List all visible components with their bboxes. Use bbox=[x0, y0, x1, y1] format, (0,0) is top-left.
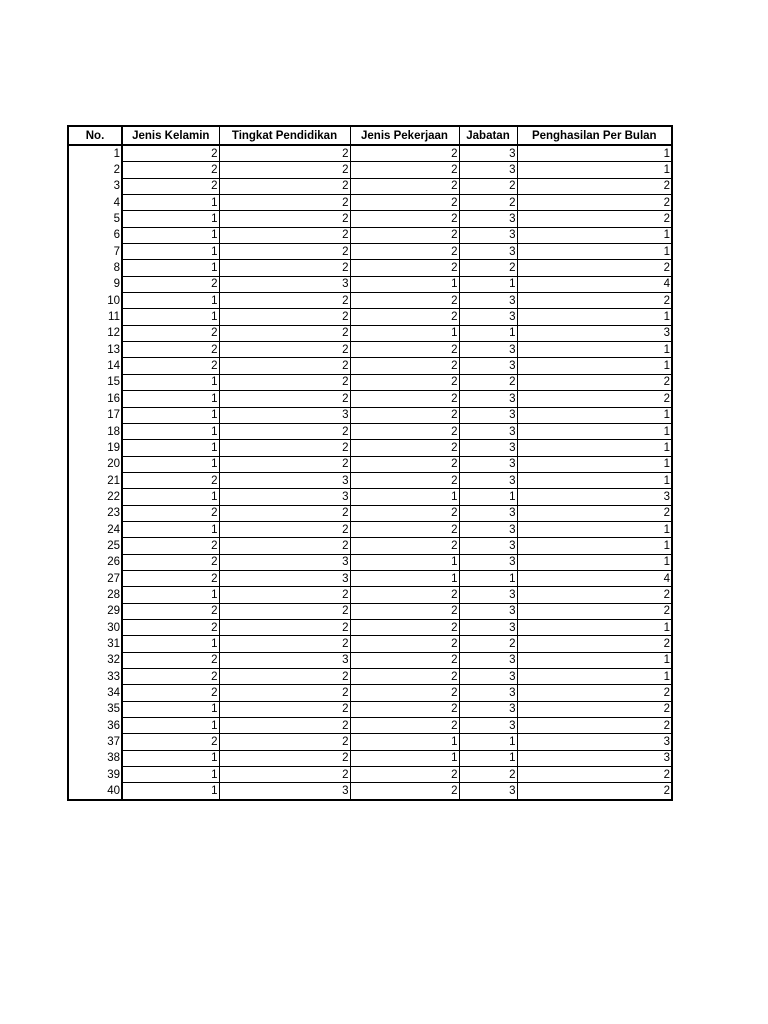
cell-jenis-kelamin: 1 bbox=[122, 391, 219, 407]
cell-jabatan: 2 bbox=[459, 260, 517, 276]
header-jenis-pekerjaan: Jenis Pekerjaan bbox=[350, 126, 459, 145]
cell-jenis-kelamin: 1 bbox=[122, 701, 219, 717]
cell-tingkat-pendidikan: 2 bbox=[219, 718, 350, 734]
cell-jenis-kelamin: 2 bbox=[122, 570, 219, 586]
cell-penghasilan-per-bulan: 1 bbox=[517, 619, 672, 635]
cell-jenis-kelamin: 2 bbox=[122, 669, 219, 685]
cell-jenis-kelamin: 2 bbox=[122, 145, 219, 162]
cell-jabatan: 3 bbox=[459, 619, 517, 635]
table-row bbox=[68, 260, 672, 276]
cell-penghasilan-per-bulan: 2 bbox=[517, 783, 672, 800]
cell-jenis-kelamin: 2 bbox=[122, 685, 219, 701]
cell-tingkat-pendidikan: 2 bbox=[219, 374, 350, 390]
header-jenis-kelamin: Jenis Kelamin bbox=[122, 126, 219, 145]
cell-tingkat-pendidikan: 3 bbox=[219, 472, 350, 488]
cell-penghasilan-per-bulan: 1 bbox=[517, 162, 672, 178]
cell-tingkat-pendidikan: 2 bbox=[219, 309, 350, 325]
cell-penghasilan-per-bulan: 1 bbox=[517, 407, 672, 423]
cell-tingkat-pendidikan: 2 bbox=[219, 342, 350, 358]
cell-tingkat-pendidikan: 3 bbox=[219, 407, 350, 423]
cell-jenis-kelamin: 1 bbox=[122, 489, 219, 505]
cell-penghasilan-per-bulan: 1 bbox=[517, 456, 672, 472]
cell-no: 8 bbox=[68, 260, 122, 276]
cell-jenis-pekerjaan: 1 bbox=[350, 554, 459, 570]
cell-no: 40 bbox=[68, 783, 122, 800]
cell-penghasilan-per-bulan: 2 bbox=[517, 391, 672, 407]
table-row bbox=[68, 669, 672, 685]
cell-tingkat-pendidikan: 2 bbox=[219, 440, 350, 456]
header-penghasilan-per-bulan: Penghasilan Per Bulan bbox=[517, 126, 672, 145]
cell-jenis-kelamin: 2 bbox=[122, 505, 219, 521]
table-row bbox=[68, 342, 672, 358]
cell-tingkat-pendidikan: 2 bbox=[219, 195, 350, 211]
cell-jabatan: 3 bbox=[459, 293, 517, 309]
cell-no: 15 bbox=[68, 374, 122, 390]
table-row bbox=[68, 309, 672, 325]
cell-jenis-kelamin: 1 bbox=[122, 767, 219, 783]
cell-no: 25 bbox=[68, 538, 122, 554]
cell-no: 12 bbox=[68, 325, 122, 341]
cell-jabatan: 3 bbox=[459, 244, 517, 260]
table-row bbox=[68, 570, 672, 586]
header-tingkat-pendidikan: Tingkat Pendidikan bbox=[219, 126, 350, 145]
cell-jenis-pekerjaan: 2 bbox=[350, 685, 459, 701]
cell-jenis-kelamin: 1 bbox=[122, 227, 219, 243]
table-row bbox=[68, 407, 672, 423]
cell-jabatan: 2 bbox=[459, 767, 517, 783]
cell-jenis-pekerjaan: 2 bbox=[350, 456, 459, 472]
cell-jabatan: 3 bbox=[459, 309, 517, 325]
cell-penghasilan-per-bulan: 2 bbox=[517, 718, 672, 734]
cell-tingkat-pendidikan: 2 bbox=[219, 145, 350, 162]
table-row bbox=[68, 162, 672, 178]
table-row bbox=[68, 750, 672, 766]
cell-penghasilan-per-bulan: 3 bbox=[517, 489, 672, 505]
table-row bbox=[68, 423, 672, 439]
cell-jabatan: 3 bbox=[459, 652, 517, 668]
cell-jenis-pekerjaan: 2 bbox=[350, 619, 459, 635]
cell-no: 6 bbox=[68, 227, 122, 243]
cell-no: 11 bbox=[68, 309, 122, 325]
cell-tingkat-pendidikan: 3 bbox=[219, 489, 350, 505]
cell-jabatan: 3 bbox=[459, 685, 517, 701]
cell-no: 7 bbox=[68, 244, 122, 260]
cell-jenis-kelamin: 1 bbox=[122, 260, 219, 276]
cell-tingkat-pendidikan: 2 bbox=[219, 619, 350, 635]
cell-jenis-pekerjaan: 2 bbox=[350, 636, 459, 652]
cell-penghasilan-per-bulan: 1 bbox=[517, 423, 672, 439]
table-row bbox=[68, 603, 672, 619]
header-row bbox=[68, 126, 672, 145]
cell-jenis-pekerjaan: 2 bbox=[350, 505, 459, 521]
table-row bbox=[68, 619, 672, 635]
table-row bbox=[68, 391, 672, 407]
cell-no: 13 bbox=[68, 342, 122, 358]
cell-tingkat-pendidikan: 2 bbox=[219, 456, 350, 472]
cell-tingkat-pendidikan: 3 bbox=[219, 554, 350, 570]
cell-penghasilan-per-bulan: 2 bbox=[517, 636, 672, 652]
table-row bbox=[68, 701, 672, 717]
cell-jenis-pekerjaan: 1 bbox=[350, 570, 459, 586]
cell-jenis-pekerjaan: 2 bbox=[350, 783, 459, 800]
table-row bbox=[68, 244, 672, 260]
table-row bbox=[68, 685, 672, 701]
table-row bbox=[68, 227, 672, 243]
cell-jenis-kelamin: 2 bbox=[122, 538, 219, 554]
cell-tingkat-pendidikan: 2 bbox=[219, 260, 350, 276]
table-row bbox=[68, 489, 672, 505]
cell-jenis-kelamin: 2 bbox=[122, 325, 219, 341]
cell-jabatan: 3 bbox=[459, 358, 517, 374]
cell-no: 37 bbox=[68, 734, 122, 750]
cell-jenis-pekerjaan: 2 bbox=[350, 358, 459, 374]
cell-jabatan: 2 bbox=[459, 178, 517, 194]
cell-penghasilan-per-bulan: 1 bbox=[517, 554, 672, 570]
cell-jenis-pekerjaan: 2 bbox=[350, 145, 459, 162]
cell-jabatan: 3 bbox=[459, 440, 517, 456]
cell-tingkat-pendidikan: 2 bbox=[219, 211, 350, 227]
table-row bbox=[68, 325, 672, 341]
cell-jabatan: 3 bbox=[459, 603, 517, 619]
cell-jenis-pekerjaan: 1 bbox=[350, 325, 459, 341]
cell-tingkat-pendidikan: 2 bbox=[219, 505, 350, 521]
header-jabatan: Jabatan bbox=[459, 126, 517, 145]
cell-no: 9 bbox=[68, 276, 122, 292]
cell-jenis-kelamin: 1 bbox=[122, 195, 219, 211]
cell-jenis-kelamin: 2 bbox=[122, 652, 219, 668]
cell-jenis-pekerjaan: 2 bbox=[350, 260, 459, 276]
cell-jabatan: 1 bbox=[459, 489, 517, 505]
cell-no: 30 bbox=[68, 619, 122, 635]
cell-jenis-pekerjaan: 1 bbox=[350, 276, 459, 292]
cell-no: 23 bbox=[68, 505, 122, 521]
cell-penghasilan-per-bulan: 1 bbox=[517, 472, 672, 488]
cell-jabatan: 3 bbox=[459, 669, 517, 685]
cell-jabatan: 1 bbox=[459, 276, 517, 292]
cell-penghasilan-per-bulan: 2 bbox=[517, 293, 672, 309]
cell-tingkat-pendidikan: 2 bbox=[219, 767, 350, 783]
cell-jenis-kelamin: 1 bbox=[122, 456, 219, 472]
cell-jenis-pekerjaan: 2 bbox=[350, 423, 459, 439]
cell-jenis-kelamin: 2 bbox=[122, 178, 219, 194]
cell-no: 18 bbox=[68, 423, 122, 439]
table-row bbox=[68, 521, 672, 537]
cell-jabatan: 3 bbox=[459, 701, 517, 717]
cell-jenis-pekerjaan: 2 bbox=[350, 227, 459, 243]
cell-penghasilan-per-bulan: 1 bbox=[517, 521, 672, 537]
cell-jabatan: 3 bbox=[459, 145, 517, 162]
cell-jenis-kelamin: 1 bbox=[122, 521, 219, 537]
cell-penghasilan-per-bulan: 1 bbox=[517, 145, 672, 162]
table-row bbox=[68, 652, 672, 668]
cell-jenis-pekerjaan: 2 bbox=[350, 767, 459, 783]
cell-penghasilan-per-bulan: 2 bbox=[517, 767, 672, 783]
cell-tingkat-pendidikan: 3 bbox=[219, 783, 350, 800]
cell-jenis-pekerjaan: 2 bbox=[350, 195, 459, 211]
cell-penghasilan-per-bulan: 1 bbox=[517, 309, 672, 325]
cell-tingkat-pendidikan: 2 bbox=[219, 293, 350, 309]
cell-penghasilan-per-bulan: 2 bbox=[517, 260, 672, 276]
cell-no: 33 bbox=[68, 669, 122, 685]
cell-no: 17 bbox=[68, 407, 122, 423]
cell-tingkat-pendidikan: 2 bbox=[219, 669, 350, 685]
cell-jabatan: 3 bbox=[459, 505, 517, 521]
cell-penghasilan-per-bulan: 2 bbox=[517, 685, 672, 701]
cell-no: 38 bbox=[68, 750, 122, 766]
cell-jenis-kelamin: 1 bbox=[122, 423, 219, 439]
cell-jenis-kelamin: 1 bbox=[122, 440, 219, 456]
cell-jenis-pekerjaan: 2 bbox=[350, 440, 459, 456]
cell-jenis-kelamin: 1 bbox=[122, 750, 219, 766]
cell-penghasilan-per-bulan: 1 bbox=[517, 669, 672, 685]
cell-penghasilan-per-bulan: 3 bbox=[517, 325, 672, 341]
cell-tingkat-pendidikan: 2 bbox=[219, 701, 350, 717]
cell-jabatan: 3 bbox=[459, 391, 517, 407]
cell-jabatan: 3 bbox=[459, 211, 517, 227]
cell-jabatan: 3 bbox=[459, 456, 517, 472]
cell-jabatan: 3 bbox=[459, 472, 517, 488]
cell-no: 19 bbox=[68, 440, 122, 456]
cell-no: 3 bbox=[68, 178, 122, 194]
cell-jabatan: 3 bbox=[459, 587, 517, 603]
table-row bbox=[68, 636, 672, 652]
cell-penghasilan-per-bulan: 1 bbox=[517, 440, 672, 456]
cell-jabatan: 1 bbox=[459, 570, 517, 586]
cell-no: 27 bbox=[68, 570, 122, 586]
cell-tingkat-pendidikan: 2 bbox=[219, 685, 350, 701]
cell-jabatan: 1 bbox=[459, 325, 517, 341]
cell-no: 32 bbox=[68, 652, 122, 668]
cell-penghasilan-per-bulan: 3 bbox=[517, 750, 672, 766]
cell-jenis-kelamin: 2 bbox=[122, 472, 219, 488]
cell-jabatan: 1 bbox=[459, 750, 517, 766]
cell-tingkat-pendidikan: 2 bbox=[219, 178, 350, 194]
table-row bbox=[68, 293, 672, 309]
cell-tingkat-pendidikan: 2 bbox=[219, 750, 350, 766]
table-row bbox=[68, 211, 672, 227]
table-row bbox=[68, 178, 672, 194]
cell-jenis-pekerjaan: 2 bbox=[350, 162, 459, 178]
cell-no: 14 bbox=[68, 358, 122, 374]
cell-no: 34 bbox=[68, 685, 122, 701]
cell-no: 29 bbox=[68, 603, 122, 619]
table-row bbox=[68, 374, 672, 390]
cell-jenis-kelamin: 1 bbox=[122, 293, 219, 309]
cell-jabatan: 3 bbox=[459, 227, 517, 243]
cell-penghasilan-per-bulan: 1 bbox=[517, 244, 672, 260]
cell-no: 36 bbox=[68, 718, 122, 734]
cell-no: 20 bbox=[68, 456, 122, 472]
table-row bbox=[68, 783, 672, 800]
cell-jabatan: 2 bbox=[459, 195, 517, 211]
cell-tingkat-pendidikan: 3 bbox=[219, 570, 350, 586]
cell-jenis-kelamin: 1 bbox=[122, 587, 219, 603]
cell-jenis-pekerjaan: 2 bbox=[350, 472, 459, 488]
cell-jenis-pekerjaan: 2 bbox=[350, 309, 459, 325]
cell-jenis-kelamin: 1 bbox=[122, 636, 219, 652]
cell-tingkat-pendidikan: 2 bbox=[219, 734, 350, 750]
cell-penghasilan-per-bulan: 2 bbox=[517, 195, 672, 211]
cell-tingkat-pendidikan: 2 bbox=[219, 227, 350, 243]
cell-penghasilan-per-bulan: 4 bbox=[517, 570, 672, 586]
cell-jenis-pekerjaan: 2 bbox=[350, 211, 459, 227]
cell-tingkat-pendidikan: 3 bbox=[219, 652, 350, 668]
table-row bbox=[68, 472, 672, 488]
cell-penghasilan-per-bulan: 2 bbox=[517, 603, 672, 619]
table-row bbox=[68, 195, 672, 211]
cell-penghasilan-per-bulan: 1 bbox=[517, 652, 672, 668]
cell-jabatan: 2 bbox=[459, 636, 517, 652]
cell-no: 16 bbox=[68, 391, 122, 407]
cell-jenis-pekerjaan: 2 bbox=[350, 178, 459, 194]
cell-penghasilan-per-bulan: 2 bbox=[517, 211, 672, 227]
table-row bbox=[68, 554, 672, 570]
table-row bbox=[68, 276, 672, 292]
cell-jabatan: 3 bbox=[459, 162, 517, 178]
cell-jenis-pekerjaan: 2 bbox=[350, 603, 459, 619]
cell-tingkat-pendidikan: 2 bbox=[219, 244, 350, 260]
table-row bbox=[68, 505, 672, 521]
cell-tingkat-pendidikan: 2 bbox=[219, 603, 350, 619]
table-row bbox=[68, 734, 672, 750]
cell-jenis-pekerjaan: 2 bbox=[350, 407, 459, 423]
header-no: No. bbox=[68, 126, 122, 145]
cell-penghasilan-per-bulan: 2 bbox=[517, 701, 672, 717]
cell-no: 22 bbox=[68, 489, 122, 505]
cell-no: 4 bbox=[68, 195, 122, 211]
cell-jenis-kelamin: 2 bbox=[122, 619, 219, 635]
cell-penghasilan-per-bulan: 2 bbox=[517, 374, 672, 390]
cell-no: 21 bbox=[68, 472, 122, 488]
cell-jenis-pekerjaan: 2 bbox=[350, 669, 459, 685]
cell-jenis-pekerjaan: 2 bbox=[350, 718, 459, 734]
cell-no: 2 bbox=[68, 162, 122, 178]
cell-penghasilan-per-bulan: 2 bbox=[517, 505, 672, 521]
cell-penghasilan-per-bulan: 1 bbox=[517, 342, 672, 358]
table-row bbox=[68, 767, 672, 783]
cell-jenis-kelamin: 2 bbox=[122, 734, 219, 750]
cell-tingkat-pendidikan: 3 bbox=[219, 276, 350, 292]
cell-jenis-kelamin: 2 bbox=[122, 342, 219, 358]
table-row bbox=[68, 538, 672, 554]
cell-jenis-kelamin: 1 bbox=[122, 783, 219, 800]
cell-no: 1 bbox=[68, 145, 122, 162]
cell-penghasilan-per-bulan: 4 bbox=[517, 276, 672, 292]
cell-jenis-kelamin: 1 bbox=[122, 244, 219, 260]
cell-no: 10 bbox=[68, 293, 122, 309]
cell-jenis-pekerjaan: 2 bbox=[350, 521, 459, 537]
data-table bbox=[67, 125, 673, 801]
cell-jenis-pekerjaan: 2 bbox=[350, 244, 459, 260]
cell-jabatan: 1 bbox=[459, 734, 517, 750]
cell-jenis-pekerjaan: 2 bbox=[350, 293, 459, 309]
cell-jenis-kelamin: 2 bbox=[122, 603, 219, 619]
cell-jenis-kelamin: 1 bbox=[122, 718, 219, 734]
cell-penghasilan-per-bulan: 3 bbox=[517, 734, 672, 750]
table-row bbox=[68, 587, 672, 603]
cell-jenis-kelamin: 1 bbox=[122, 211, 219, 227]
cell-penghasilan-per-bulan: 1 bbox=[517, 227, 672, 243]
cell-penghasilan-per-bulan: 1 bbox=[517, 538, 672, 554]
cell-jabatan: 2 bbox=[459, 374, 517, 390]
cell-jabatan: 3 bbox=[459, 783, 517, 800]
cell-penghasilan-per-bulan: 1 bbox=[517, 358, 672, 374]
cell-penghasilan-per-bulan: 2 bbox=[517, 587, 672, 603]
cell-penghasilan-per-bulan: 2 bbox=[517, 178, 672, 194]
cell-jenis-kelamin: 2 bbox=[122, 554, 219, 570]
table-row bbox=[68, 456, 672, 472]
cell-no: 31 bbox=[68, 636, 122, 652]
table-row bbox=[68, 440, 672, 456]
cell-tingkat-pendidikan: 2 bbox=[219, 587, 350, 603]
table-body bbox=[68, 145, 672, 800]
cell-jenis-kelamin: 2 bbox=[122, 358, 219, 374]
cell-tingkat-pendidikan: 2 bbox=[219, 358, 350, 374]
cell-jenis-kelamin: 2 bbox=[122, 162, 219, 178]
table-row bbox=[68, 145, 672, 162]
cell-jenis-kelamin: 1 bbox=[122, 407, 219, 423]
cell-jenis-kelamin: 1 bbox=[122, 309, 219, 325]
cell-jenis-kelamin: 1 bbox=[122, 374, 219, 390]
cell-tingkat-pendidikan: 2 bbox=[219, 538, 350, 554]
cell-no: 5 bbox=[68, 211, 122, 227]
cell-jabatan: 3 bbox=[459, 718, 517, 734]
cell-jenis-pekerjaan: 2 bbox=[350, 652, 459, 668]
cell-jenis-pekerjaan: 2 bbox=[350, 538, 459, 554]
cell-tingkat-pendidikan: 2 bbox=[219, 423, 350, 439]
cell-jabatan: 3 bbox=[459, 521, 517, 537]
cell-jabatan: 3 bbox=[459, 342, 517, 358]
cell-no: 28 bbox=[68, 587, 122, 603]
cell-tingkat-pendidikan: 2 bbox=[219, 162, 350, 178]
table-row bbox=[68, 358, 672, 374]
cell-jenis-pekerjaan: 2 bbox=[350, 391, 459, 407]
cell-jabatan: 3 bbox=[459, 407, 517, 423]
cell-jenis-kelamin: 2 bbox=[122, 276, 219, 292]
cell-tingkat-pendidikan: 2 bbox=[219, 325, 350, 341]
cell-tingkat-pendidikan: 2 bbox=[219, 521, 350, 537]
cell-jabatan: 3 bbox=[459, 423, 517, 439]
cell-jenis-pekerjaan: 1 bbox=[350, 734, 459, 750]
cell-jabatan: 3 bbox=[459, 538, 517, 554]
cell-no: 35 bbox=[68, 701, 122, 717]
cell-tingkat-pendidikan: 2 bbox=[219, 391, 350, 407]
table-row bbox=[68, 718, 672, 734]
cell-jenis-pekerjaan: 1 bbox=[350, 750, 459, 766]
cell-jenis-pekerjaan: 2 bbox=[350, 374, 459, 390]
cell-no: 26 bbox=[68, 554, 122, 570]
cell-tingkat-pendidikan: 2 bbox=[219, 636, 350, 652]
cell-jenis-pekerjaan: 1 bbox=[350, 489, 459, 505]
cell-jenis-pekerjaan: 2 bbox=[350, 701, 459, 717]
cell-jenis-pekerjaan: 2 bbox=[350, 587, 459, 603]
cell-no: 24 bbox=[68, 521, 122, 537]
cell-jabatan: 3 bbox=[459, 554, 517, 570]
cell-no: 39 bbox=[68, 767, 122, 783]
cell-jenis-pekerjaan: 2 bbox=[350, 342, 459, 358]
